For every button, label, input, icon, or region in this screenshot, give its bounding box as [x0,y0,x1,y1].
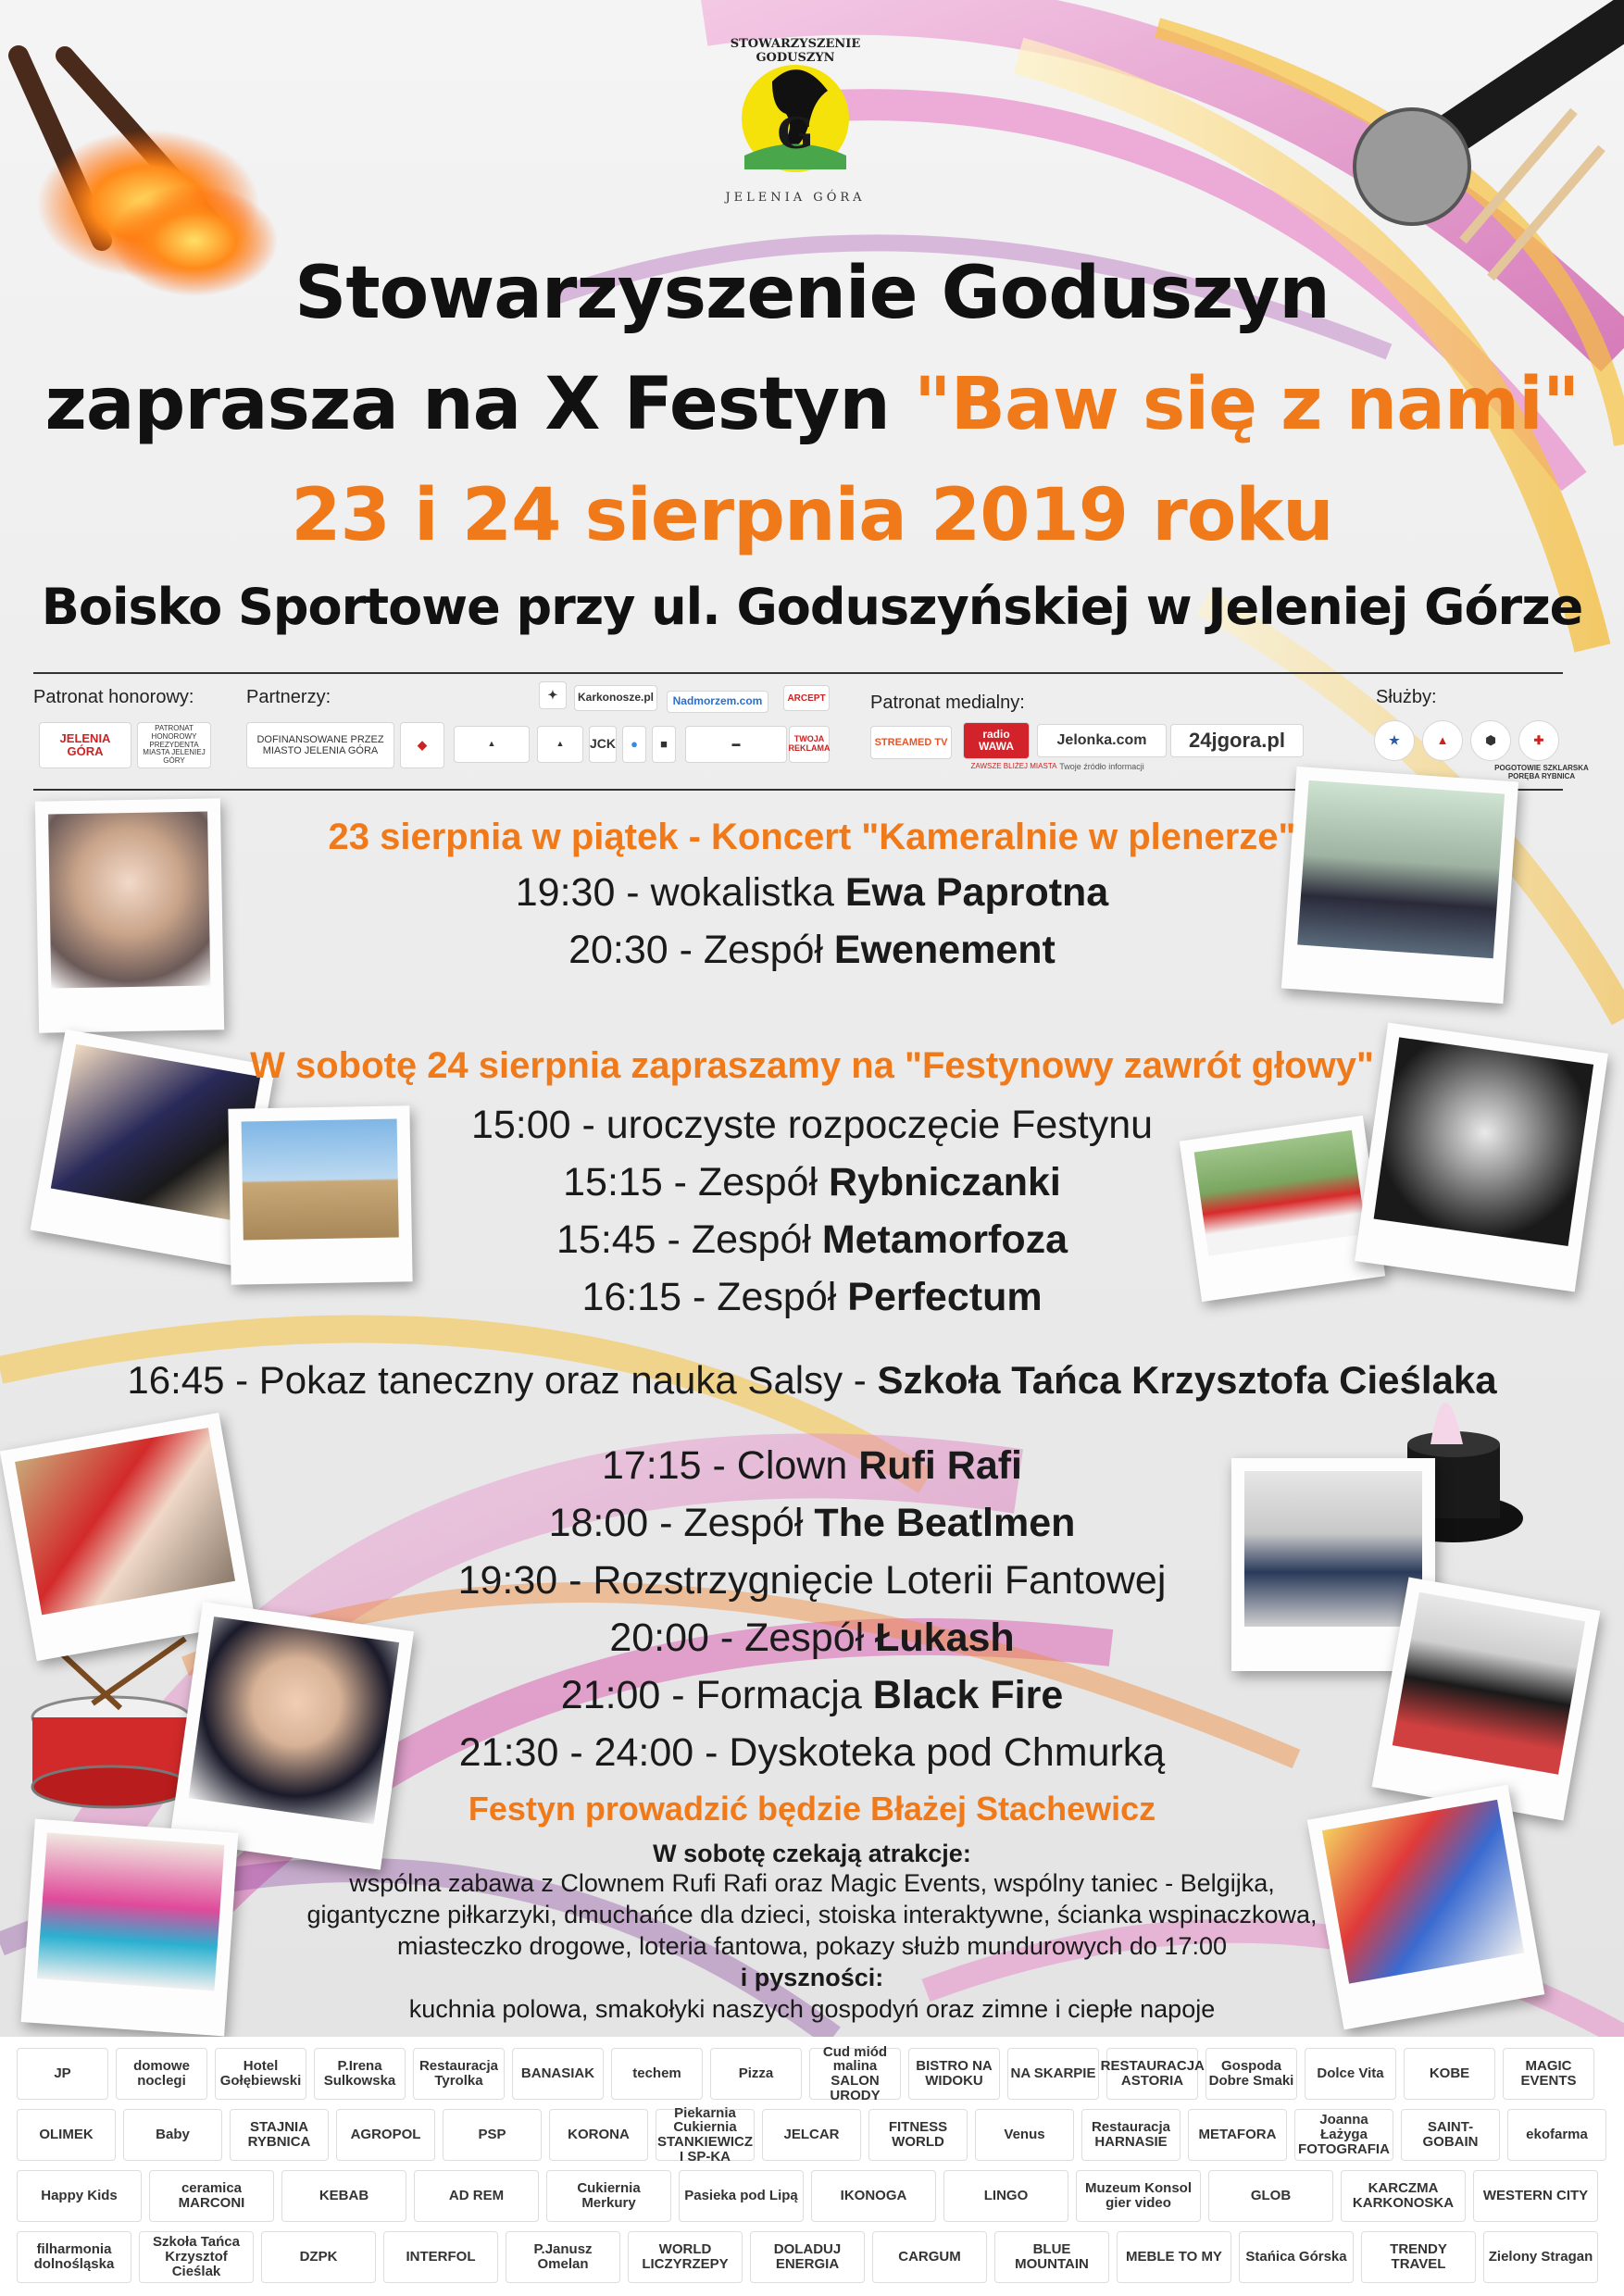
saturday-item-8 [0,1558,1624,1603]
saturday-item-6-name: Rufi Rafi [858,1443,1023,1488]
sponsor-logo-row4-3: DZPK [261,2231,376,2283]
radio-wawa-logo: radio WAWA [963,722,1030,759]
saturday-item-10-name: Black Fire [872,1673,1064,1717]
sponsor-logo-row3-12: WESTERN CITY [1473,2170,1598,2222]
sponsor-logo-row4-13: Zielony Stragan [1483,2231,1598,2283]
venue-line: Boisko Sportowe przy ul. Goduszyńskiej w Jeleniej Górze [41,578,1583,636]
sponsor-logo-row1-2: domowe noclegi [116,2048,207,2100]
sponsor-logo-row1-4: P.Irena Sulkowska [314,2048,406,2100]
saturday-item-3 [0,1217,1624,1262]
saturday-item-2-name: Rybniczanki [828,1160,1061,1204]
city-guard-icon: ⬢ [1470,720,1511,761]
jelonka-tagline: Twoje źródło informacji [1059,762,1144,771]
friday-item-1 [0,870,1624,915]
attractions-line-1: wspólna zabawa z Clownem Rufi Rafi oraz Magic Events, wspólny taniec - Belgijka, [349,1869,1275,1897]
sponsor-logo-row2-5: PSP [443,2109,542,2161]
friday-heading: 23 sierpnia w piątek - Koncert "Kameralnie w plenerze" [328,817,1296,857]
food-line: kuchnia polowa, smakołyki naszych gospodyń oraz zimne i ciepłe napoje [408,1995,1216,2023]
partnerzy-label: Partnerzy: [246,687,331,707]
rescue-service-icon: ✚ [1518,720,1559,761]
saturday-item-2-time: 15:15 - Zespół [563,1160,829,1204]
water-drop-icon: ● [622,726,646,763]
saturday-item-7-time: 18:00 - Zespół [548,1501,815,1545]
sponsor-logo-row4-12: TRENDY TRAVEL [1361,2231,1476,2283]
sponsor-logo-row1-5: Restauracja Tyrolka [413,2048,505,2100]
title-line-2-lead: zaprasza na X Festyn [44,363,914,446]
saturday-item-2 [0,1160,1624,1204]
saturday-item-10-time: 21:00 - Formacja [560,1673,873,1717]
partner-logo-c: ■ [652,726,676,763]
sponsor-logo-row2-7: Piekarnia Cukiernia STANKIEWICZ I SP-KA [656,2104,754,2165]
date-line: 23 i 24 sierpnia 2019 roku [291,474,1333,557]
sponsor-logo-row1-9: Cud miód malina SALON URODY [809,2048,901,2100]
arcept-logo: ARCEPT [783,685,830,711]
partner-logo-d: ▬ [685,726,787,763]
city-crest-icon: ◆ [400,722,444,768]
logo-arc-text: STOWARZYSZENIE GODUSZYN [730,37,861,65]
sponsor-logo-row2-8: JELCAR [762,2109,861,2161]
fire-brigade-icon: ▲ [1422,720,1463,761]
sponsor-logo-row1-16: MAGIC EVENTS [1503,2048,1594,2100]
jelonka-logo: Jelonka.com [1037,724,1167,757]
sponsor-logo-row2-4: AGROPOL [336,2109,435,2161]
saturday-item-3-time: 15:45 - Zespół [556,1217,822,1262]
partner-logo-b: ▲ [537,726,583,763]
sponsor-logo-row2-10: Venus [975,2109,1074,2161]
police-badge-icon: ★ [1374,720,1415,761]
wawa-tagline: ZAWSZE BLIŻEJ MIASTA [970,762,1057,770]
saturday-item-7-name: The Beatlmen [814,1501,1076,1545]
partner-badge-icon: ✦ [539,681,567,709]
sluzby-label: Służby: [1376,687,1437,707]
saturday-item-6 [0,1443,1624,1488]
festival-name: "Baw się z nami" [913,363,1580,446]
jelenia-gora-logo: JELENIA GÓRA [39,722,131,768]
saturday-item-1-time: 15:00 - uroczyste rozpoczęcie Festynu [470,1103,1154,1147]
saturday-item-11-time: 21:30 - 24:00 - Dyskoteka pod Chmurką [458,1730,1166,1775]
patronat-medialny-label: Patronat medialny: [870,693,1025,713]
sponsor-logo-row1-3: Hotel Gołębiewski [215,2048,306,2100]
saturday-heading: W sobotę 24 sierpnia zapraszamy na "Festynowy zawrót głowy" [250,1045,1374,1086]
sponsor-logo-row4-6: WORLD LICZYRZEPY [628,2231,743,2283]
saturday-item-9-time: 20:00 - Zespół [609,1616,876,1660]
saturday-item-4 [0,1275,1624,1319]
saturday-item-9 [0,1618,1624,1658]
sponsor-logo-row1-12: RESTAURACJA ASTORIA [1106,2048,1198,2100]
friday-item-2-name: Ewenement [833,928,1056,972]
sponsor-logo-row3-3: KEBAB [281,2170,406,2222]
rescue-caption: POGOTOWIE SZKLARSKA PORĘBA RYBNICA [1494,764,1589,780]
sponsor-logo-row4-4: INTERFOL [383,2231,498,2283]
saturday-item-10 [0,1673,1624,1717]
drum-image [32,1639,190,1807]
karkonosze-logo: Karkonosze.pl [574,685,657,711]
sponsor-logo-row3-6: Pasieka pod Lipą [679,2170,804,2222]
saturday-item-9-name: Łukash [875,1616,1015,1660]
saturday-item-3-name: Metamorfoza [821,1217,1068,1262]
dofinansowane-logo: DOFINANSOWANE PRZEZ MIASTO JELENIA GÓRA [246,722,394,768]
saturday-item-7 [0,1501,1624,1545]
sponsor-logo-row1-10: BISTRO NA WIDOKU [908,2048,1000,2100]
sponsor-logo-row1-13: Gospoda Dobre Smaki [1206,2048,1297,2100]
sponsor-logo-row1-6: BANASIAK [512,2048,604,2100]
sponsor-logo-row3-2: ceramica MARCONI [149,2170,274,2222]
attractions-heading: W sobotę czekają atrakcje: [653,1840,971,1867]
friday-item-1-time: 19:30 - wokalistka [515,870,845,915]
sponsor-logo-row1-7: techem [611,2048,703,2100]
sponsor-logo-row1-11: NA SKARPIE [1007,2048,1099,2100]
sponsor-logo-row2-9: FITNESS WORLD [868,2109,968,2161]
sponsor-logo-row4-8: CARGUM [872,2231,987,2283]
friday-item-2-time: 20:30 - Zespół [568,928,834,972]
nadmorzem-logo: Nadmorzem.com [667,691,768,713]
host-line: Festyn prowadzić będzie Błażej Stachewicz [468,1790,1156,1828]
sponsor-logo-row4-1: filharmonia dolnośląska [17,2231,131,2283]
sponsor-logo-row1-1: JP [17,2048,108,2100]
saturday-item-5 [0,1358,1624,1402]
patronat-honorowy-text: PATRONAT HONOROWY PREZYDENTA MIASTA JELENIEJ GÓRY [137,722,211,768]
saturday-item-5-time: 16:45 - Pokaz taneczny oraz nauka Salsy - [127,1358,878,1402]
patronat-honorowy-label: Patronat honorowy: [33,687,194,707]
partner-logo-a: ▲ [454,726,530,763]
sponsor-logo-row4-10: MEBLE TO MY [1117,2231,1231,2283]
friday-item-1-name: Ewa Paprotna [844,870,1109,915]
sponsor-logo-row3-8: LINGO [943,2170,1068,2222]
food-heading: i pyszności: [740,1964,884,1991]
saturday-item-11 [0,1730,1624,1775]
saturday-item-4-time: 16:15 - Zespół [581,1275,848,1319]
saturday-item-5-name: Szkoła Tańca Krzysztofa Cieślaka [877,1358,1497,1402]
friday-item-2 [0,930,1624,970]
24jgora-logo: 24jgora.pl [1170,724,1304,757]
goduszyn-logo [707,35,883,211]
sponsor-logo-row4-7: DOLADUJ ENERGIA [750,2231,865,2283]
microphone-image [1355,19,1624,278]
sponsor-logo-row3-9: Muzeum Konsol gier video [1076,2170,1201,2222]
svg-text:G: G [777,108,814,158]
saturday-item-1 [0,1105,1624,1145]
logo-city-text: JELENIA GÓRA [725,191,866,205]
sponsor-logo-row3-11: KARCZMA KARKONOSKA [1341,2170,1466,2222]
streamed-tv-logo: STREAMED TV [870,726,952,759]
sponsor-logo-row2-14: SAINT-GOBAIN [1401,2109,1500,2161]
sponsor-logo-row3-5: Cukiernia Merkury [546,2170,671,2222]
sponsor-logo-row4-11: Stańica Górska [1239,2231,1354,2283]
sponsor-logo-row4-2: Szkoła Tańca Krzysztof Cieślak [139,2231,254,2283]
attractions-line-2: gigantyczne piłkarzyki, dmuchańce dla dzieci, stoiska interaktywne, ścianka wspinaczkowa, [306,1901,1318,1928]
saturday-item-6-time: 17:15 - Clown [601,1443,859,1488]
sponsor-logo-row2-13: Joanna Łażyga FOTOGRAFIA [1294,2109,1393,2161]
sponsor-logo-row4-5: P.Janusz Omelan [506,2231,620,2283]
sponsor-logo-row2-2: Baby [123,2109,222,2161]
sponsor-logo-row1-14: Dolce Vita [1305,2048,1396,2100]
sponsor-logo-row2-15: ekofarma [1507,2109,1606,2161]
title-line-2 [0,363,1624,446]
sponsor-logo-row2-3: STAJNIA RYBNICA [230,2109,329,2161]
sponsor-logo-row1-8: Pizza [710,2048,802,2100]
sponsor-logo-row2-11: Restauracja HARNASIE [1081,2109,1181,2161]
saturday-item-8-time: 19:30 - Rozstrzygnięcie Loterii Fantowej [457,1558,1167,1603]
title-line-1: Stowarzyszenie Goduszyn [294,252,1330,335]
sponsor-logo-row2-1: OLIMEK [17,2109,116,2161]
attractions-line-3: miasteczko drogowe, loteria fantowa, pokazy służb mundurowych do 17:00 [397,1932,1227,1960]
jck-logo: JCK [589,726,617,763]
sponsor-logo-row2-6: KORONA [549,2109,648,2161]
sponsor-logo-row4-9: BLUE MOUNTAIN [994,2231,1109,2283]
twoja-reklama-logo: TWOJA REKLAMA [789,726,830,763]
sponsor-logo-row2-12: METAFORA [1188,2109,1287,2161]
sponsor-logo-row3-4: AD REM [414,2170,539,2222]
sponsor-logo-row3-1: Happy Kids [17,2170,142,2222]
sponsor-logo-row1-15: KOBE [1404,2048,1495,2100]
sponsor-logo-row3-10: GLOB [1208,2170,1333,2222]
divider-top [33,672,1563,674]
saturday-item-4-name: Perfectum [847,1275,1043,1319]
sponsor-logo-row3-7: IKONOGA [811,2170,936,2222]
